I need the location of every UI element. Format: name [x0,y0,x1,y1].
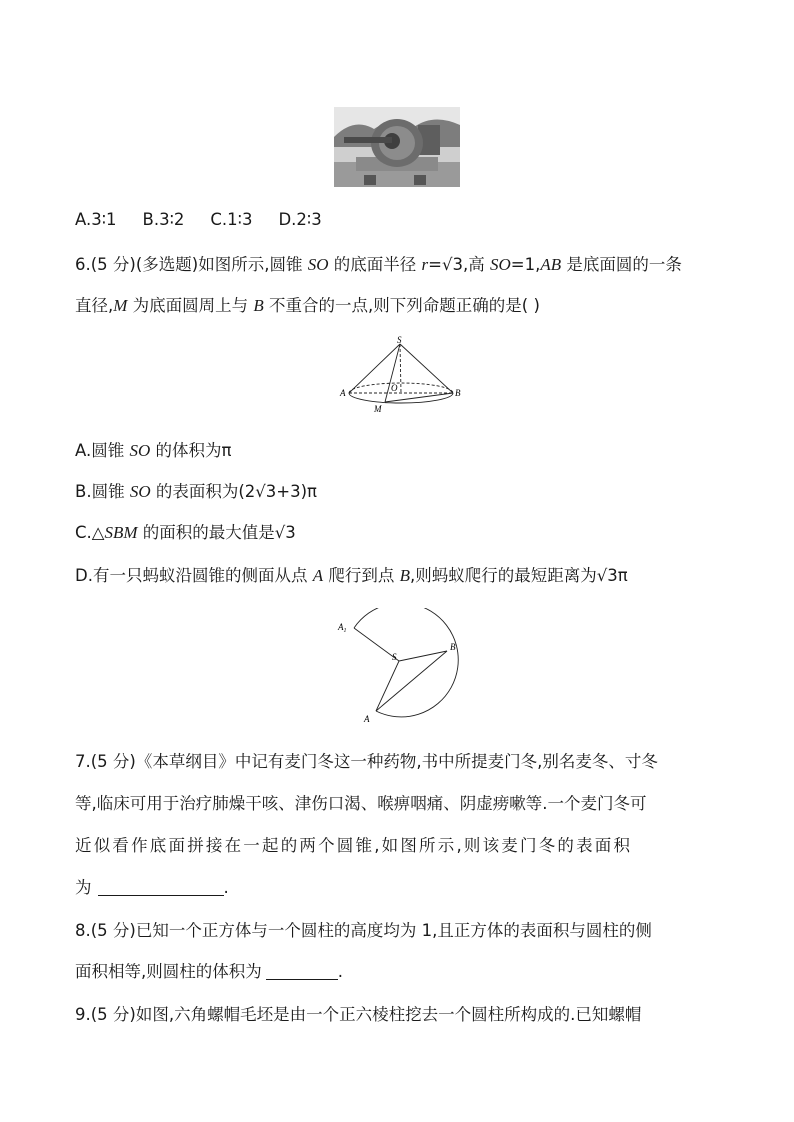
millstone-photo [334,107,460,187]
sector-label-a1: $A_1$ [338,622,347,634]
sector-label-s: S [392,652,397,662]
q5-options [75,209,322,231]
cone-label-a: A [340,388,346,398]
q6-option-c: C.△SBM 的面积的最大值是√3 [75,523,296,542]
q6-line-1: 6.(5 分)(多选题)如图所示,圆锥 SO 的底面半径 r=√3,高 SO=1,AB 是底面圆的一条 [75,255,682,274]
q5-option-a: A.3∶1 [75,210,117,229]
q5-option-d: D.2∶3 [278,210,322,229]
q7-answer-blank[interactable] [98,879,224,896]
sector-figure [334,608,464,726]
cone-figure [338,336,464,418]
sector-label-b: B [450,642,456,652]
q7-line-3: 近似看作底面拼接在一起的两个圆锥,如图所示,则该麦门冬的表面积 [75,836,633,855]
q8-answer-blank[interactable] [266,963,338,980]
q6-option-b: B.圆锥 SO 的表面积为(2√3+3)π [75,482,317,501]
cone-label-m: M [374,404,382,414]
q9-line-1: 9.(5 分)如图,六角螺帽毛坯是由一个正六棱柱挖去一个圆柱所构成的.已知螺帽 [75,1005,642,1024]
cone-label-s: S [397,336,402,345]
q7-line-4: 为 . [75,878,229,897]
q7-line-2: 等,临床可用于治疗肺燥干咳、津伤口渴、喉痹咽痛、阴虚痨嗽等.一个麦门冬可 [75,794,647,813]
q7-line-1: 7.(5 分)《本草纲目》中记有麦门冬这一种药物,书中所提麦门冬,别名麦冬、寸冬 [75,752,658,771]
q6-option-a: A.圆锥 SO 的体积为π [75,441,232,460]
q5-option-c: C.1∶3 [210,210,253,229]
q8-line-2: 面积相等,则圆柱的体积为 . [75,962,343,981]
q8-line-1: 8.(5 分)已知一个正方体与一个圆柱的高度均为 1,且正方体的表面积与圆柱的侧 [75,921,652,940]
sector-label-a: A [364,714,370,724]
q6-line-2: 直径,M 为底面圆周上与 B 不重合的一点,则下列命题正确的是( ) [75,296,540,315]
q5-option-b: B.3∶2 [142,210,185,229]
q6-option-d: D.有一只蚂蚁沿圆锥的侧面从点 A 爬行到点 B,则蚂蚁爬行的最短距离为√3π [75,566,628,585]
cone-label-b: B [455,388,461,398]
cone-label-o: O [391,383,398,393]
